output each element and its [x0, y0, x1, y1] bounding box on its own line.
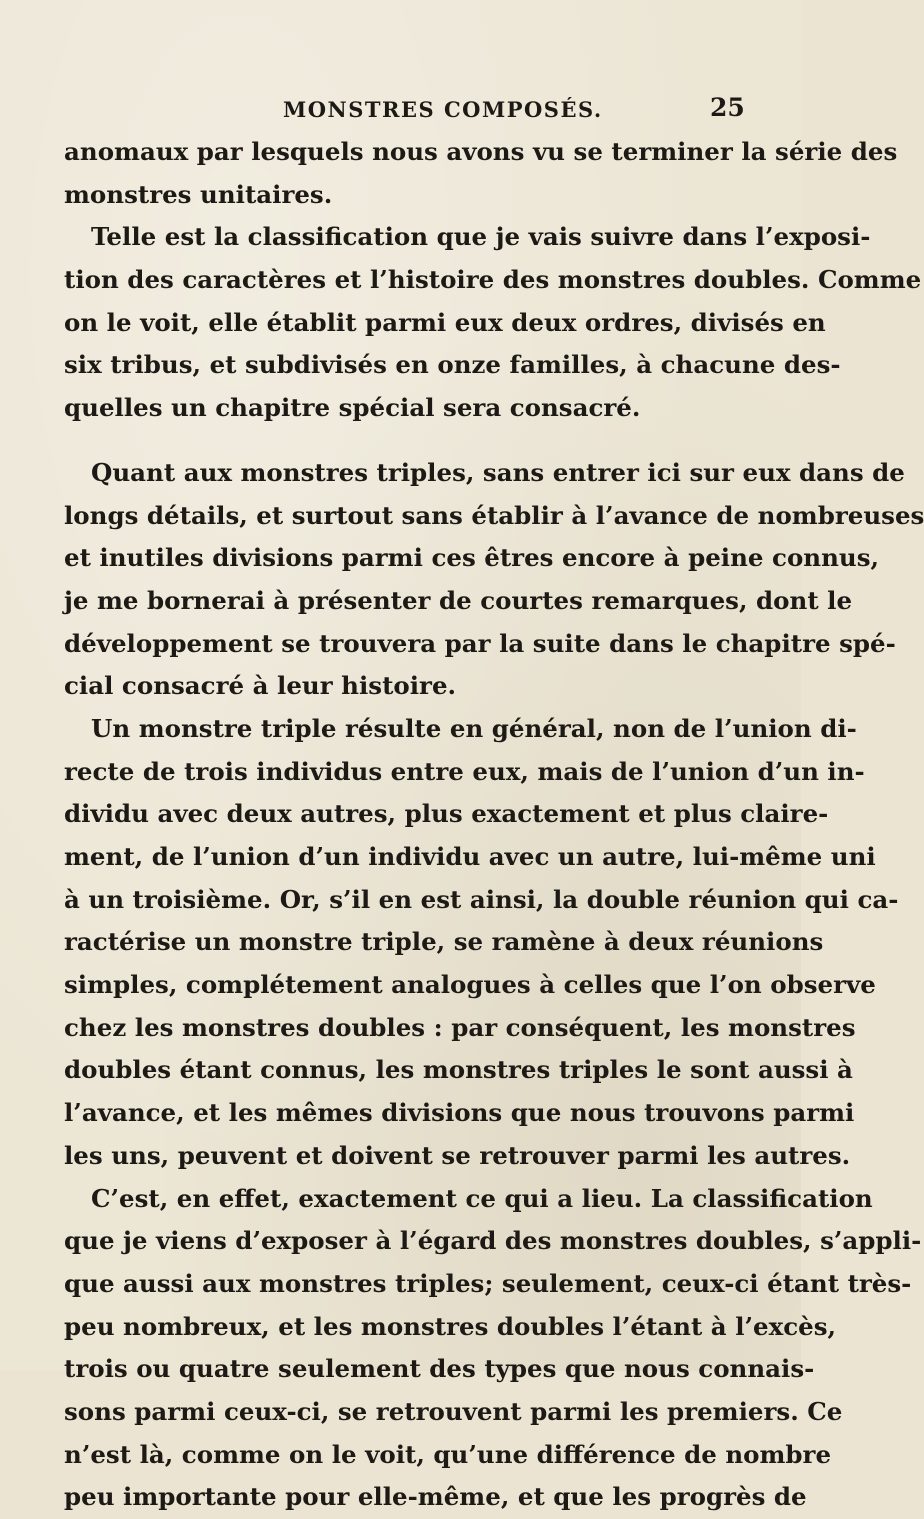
text-line: on le voit, elle établit parmi eux deux ordres, divisés en	[64, 307, 826, 337]
text-line: que aussi aux monstres triples; seulement, ceux-ci étant très-	[64, 1268, 912, 1298]
text-line: que je viens d’exposer à l’égard des monstres doubles, s’appli-	[64, 1226, 922, 1256]
text-line: ment, de l’union d’un individu avec un autre, lui-même uni	[64, 842, 876, 871]
text-line: sons parmi ceux-ci, se retrouvent parmi les premiers. Ce	[64, 1396, 843, 1426]
text-line: Quant aux monstres triples, sans entrer ici sur eux dans de	[91, 457, 905, 487]
body-text	[64, 131, 924, 1519]
text-line: longs détails, et surtout sans établir à l’avance de nombreuses	[64, 500, 924, 530]
text-line: doubles étant connus, les monstres triples le sont aussi à	[64, 1055, 853, 1085]
text-line: simples, complétement analogues à celles que l’on observe	[64, 970, 876, 1000]
text-line: cial consacré à leur histoire.	[64, 671, 457, 701]
text-line: six tribus, et subdivisés en onze familles, à chacune des-	[64, 350, 841, 380]
text-line: Un monstre triple résulte en général, non de l’union di-	[91, 713, 857, 743]
text-line: recte de trois individus entre eux, mais de l’union d’un in-	[64, 756, 865, 786]
text-line: monstres unitaires.	[64, 179, 333, 209]
text-line: à un troisième. Or, s’il en est ainsi, la double réunion qui ca-	[64, 884, 899, 914]
text-line: n’est là, comme on le voit, qu’une différence de nombre	[64, 1439, 832, 1469]
paragraph-gap	[64, 430, 736, 452]
text-line: Telle est la classification que je vais suivre dans l’exposi-	[91, 222, 871, 252]
text-line: chez les monstres doubles : par conséquent, les monstres	[64, 1012, 856, 1042]
text-line: l’avance, et les mêmes divisions que nous trouvons parmi	[64, 1098, 855, 1128]
text-line: développement se trouvera par la suite dans le chapitre spé-	[64, 628, 896, 658]
text-line: trois ou quatre seulement des types que nous connais-	[64, 1354, 815, 1384]
text-line: peu nombreux, et les monstres doubles l’étant à l’excès,	[64, 1311, 837, 1341]
text-line: tion des caractères et l’histoire des monstres doubles. Comme	[64, 265, 922, 295]
text-line: ractérise un monstre triple, se ramène à deux réunions	[64, 927, 824, 957]
running-title: MONSTRES COMPOSÉS.	[283, 97, 603, 122]
text-line: quelles un chapitre spécial sera consacré.	[64, 393, 641, 423]
text-line: dividu avec deux autres, plus exactement et plus claire-	[64, 799, 829, 829]
page-number: 25	[710, 93, 745, 122]
text-line: C’est, en effet, exactement ce qui a lieu. La classification	[91, 1183, 873, 1213]
text-line: les uns, peuvent et doivent se retrouver parmi les autres.	[64, 1140, 851, 1170]
text-line: peu importante pour elle-même, et que les progrès de	[64, 1482, 807, 1512]
text-line: je me bornerai à présenter de courtes remarques, dont le	[64, 585, 853, 615]
text-line: et inutiles divisions parmi ces êtres encore à peine connus,	[64, 543, 880, 573]
text-line: anomaux par lesquels nous avons vu se terminer la série des	[64, 137, 898, 166]
